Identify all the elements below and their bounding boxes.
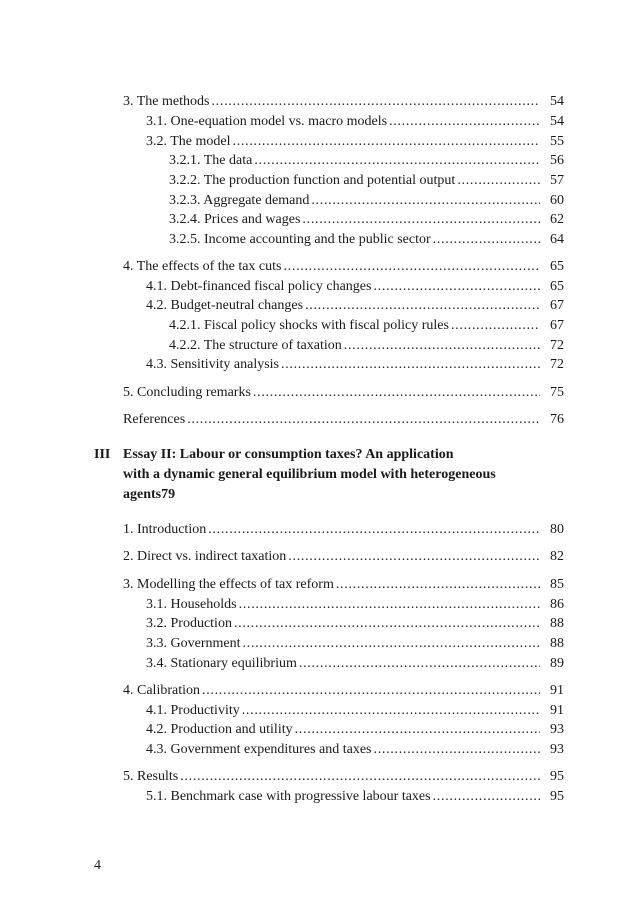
toc-entry: 4.2.2. The structure of taxation . . . 72 (169, 336, 564, 356)
toc-entry: 3.2.1. The data . . . 56 (169, 151, 564, 171)
essay-number: III (94, 447, 111, 462)
essay-heading (94, 445, 564, 505)
toc-entry: 3.2.2. The production function and potential output . . . 57 (169, 171, 564, 191)
toc-entry: 4.3. Government expenditures and taxes . . . 93 (146, 740, 564, 760)
toc-entry: 3.2.3. Aggregate demand . . . 60 (169, 191, 564, 211)
toc-entry: 2. Direct vs. indirect taxation . . . 82 (123, 547, 564, 567)
toc-entry: 3.3. Government . . . 88 (146, 634, 564, 654)
toc-entry: 4.2.1. Fiscal policy shocks with fiscal policy rules . . . 67 (169, 316, 564, 336)
toc-entry: 3.2. Production . . . 88 (146, 614, 564, 634)
toc-entry: 4.3. Sensitivity analysis . . . 72 (146, 355, 564, 375)
toc-entry: 4.1. Debt-financed fiscal policy changes . . . 65 (146, 277, 564, 297)
toc-entry: 4.1. Productivity . . . 91 (146, 701, 564, 721)
toc-entry: 5.1. Benchmark case with progressive labour taxes . . . 95 (146, 787, 564, 807)
essay-title-line: Essay II: Labour or consumption taxes? An application (123, 447, 454, 462)
essay-title-last-line: agents 79 (123, 487, 176, 502)
essay-title-line: with a dynamic general equilibrium model with heterogeneous (123, 467, 496, 482)
page-number: 4 (94, 858, 101, 873)
toc-entry: 4.2. Budget-neutral changes . . . 67 (146, 296, 564, 316)
toc-entry: 4.2. Production and utility . . . 93 (146, 720, 564, 740)
toc-entry: 3.4. Stationary equilibrium . . . 89 (146, 654, 564, 674)
toc-entry: 3. Modelling the effects of tax reform . . . 85 (123, 575, 564, 595)
toc-entry: 5. Results . . . 95 (123, 767, 564, 787)
toc-entry: 3. The methods . . . 54 (123, 92, 564, 112)
toc-entry: 3.2. The model . . . 55 (146, 132, 564, 152)
toc-entry: 3.2.4. Prices and wages . . . 62 (169, 210, 564, 230)
toc-entry: 1. Introduction . . . 80 (123, 520, 564, 540)
toc-entry: 4. Calibration . . . 91 (123, 681, 564, 701)
toc-entry: 3.1. Households . . . 86 (146, 595, 564, 615)
toc-entry: 3.1. One-equation model vs. macro models . . . 54 (146, 112, 564, 132)
toc-entry: 3.2.5. Income accounting and the public sector . . . 64 (169, 230, 564, 250)
toc-entry: 5. Concluding remarks . . . 75 (123, 383, 564, 403)
toc-entry: References . . . 76 (123, 410, 564, 430)
toc-entry: 4. The effects of the tax cuts . . . 65 (123, 257, 564, 277)
